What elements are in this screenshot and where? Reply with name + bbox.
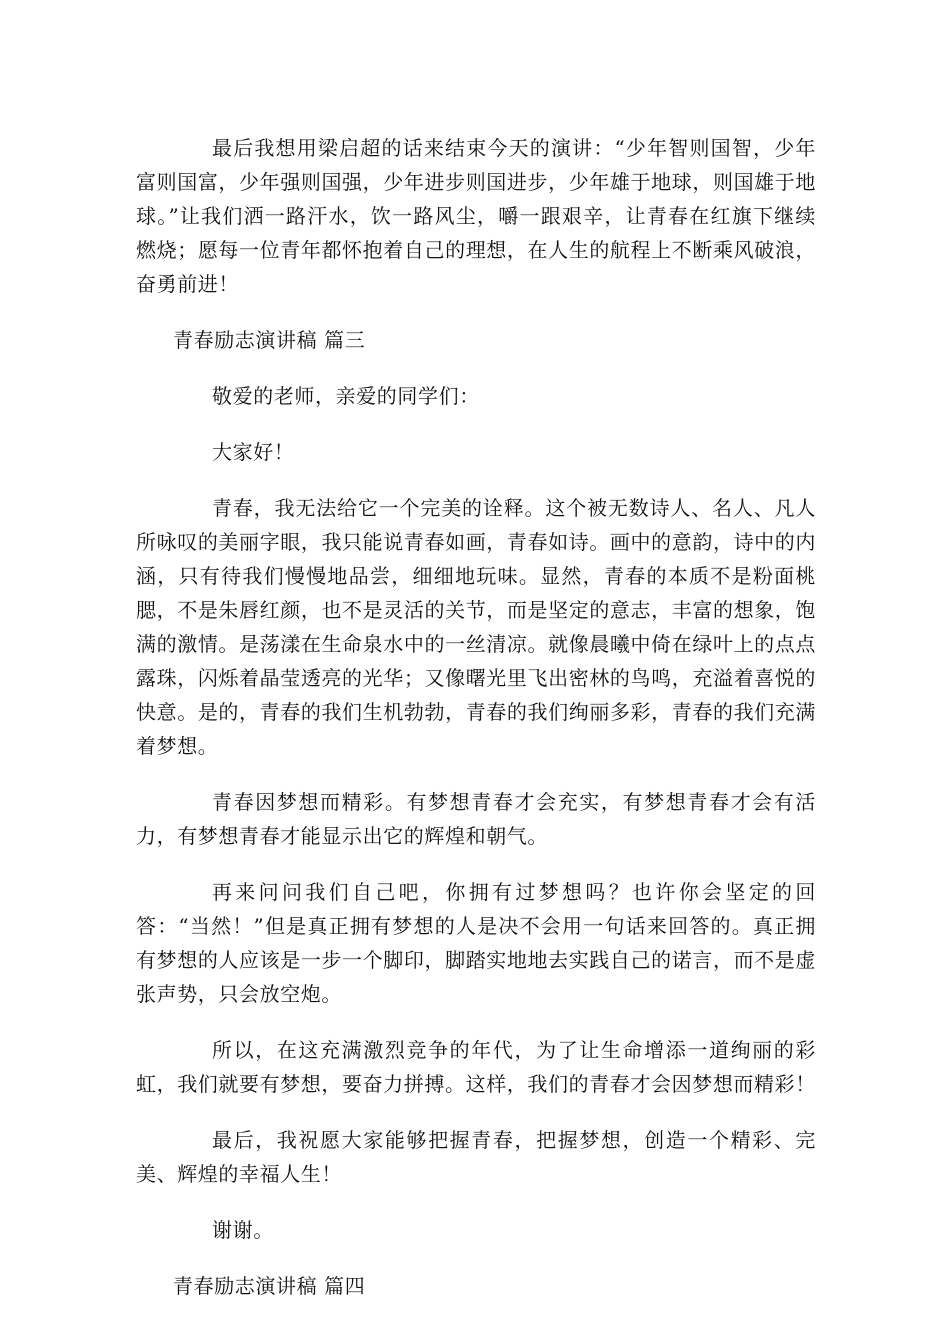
paragraph-salutation: 敬爱的老师，亲爱的同学们： xyxy=(212,384,480,408)
paragraph-thanks: 谢谢。 xyxy=(212,1218,274,1242)
paragraph-greeting: 大家好！ xyxy=(212,440,295,464)
paragraph-ask-ourselves: 再来问问我们自己吧，你拥有过梦想吗？也许你会坚定的回答：“当然！”但是真正拥有梦想的人是决不会用一句话来回答的。真正拥有梦想的人应该是一步一个脚印，脚踏实地地去实践自己的诺言，而不是虚张声势，只会放空炮。 xyxy=(136,880,816,1006)
paragraph-dream-makes-youth: 青春因梦想而精彩。有梦想青春才会充实，有梦想青春才会有活力，有梦想青春才能显示出它的辉煌和朝气。 xyxy=(136,790,816,848)
paragraph-final-wish: 最后，我祝愿大家能够把握青春，把握梦想，创造一个精彩、完美、辉煌的幸福人生！ xyxy=(136,1128,816,1186)
section-heading-part-three: 青春励志演讲稿 篇三 xyxy=(173,328,366,352)
document-body xyxy=(136,131,816,1325)
paragraph-youth-definition: 青春，我无法给它一个完美的诠释。这个被无数诗人、名人、凡人所咏叹的美丽字眼，我只能说青春如画，青春如诗。画中的意韵，诗中的内涵，只有待我们慢慢地品尝，细细地玩味。显然，青春的本质不是粉面桃腮，不是朱唇红颜，也不是灵活的关节，而是坚定的意志，丰富的想象，饱满的激情。是荡漾在生命泉水中的一丝清凉。就像晨曦中倚在绿叶上的点点露珠，闪烁着晶莹透亮的光华；又像曙光里飞出密林的鸟鸣，充溢着喜悦的快意。是的，青春的我们生机勃勃，青春的我们绚丽多彩，青春的我们充满着梦想。 xyxy=(136,496,816,758)
paragraph-closing-quote: 最后我想用梁启超的话来结束今天的演讲：“少年智则国智，少年富则国富，少年强则国强，少年进步则国进步，少年雄于地球，则国雄于地球。”让我们洒一路汗水，饮一路风尘，嚼一跟艰辛，让青春在红旗下继续燃烧；愿每一位青年都怀抱着自己的理想，在人生的航程上不断乘风破浪，奋勇前进！ xyxy=(136,136,816,296)
paragraph-competition-era: 所以，在这充满激烈竞争的年代，为了让生命增添一道绚丽的彩虹，我们就要有梦想，要奋力拼搏。这样，我们的青春才会因梦想而精彩！ xyxy=(136,1038,816,1096)
section-heading-part-four: 青春励志演讲稿 篇四 xyxy=(173,1274,366,1298)
